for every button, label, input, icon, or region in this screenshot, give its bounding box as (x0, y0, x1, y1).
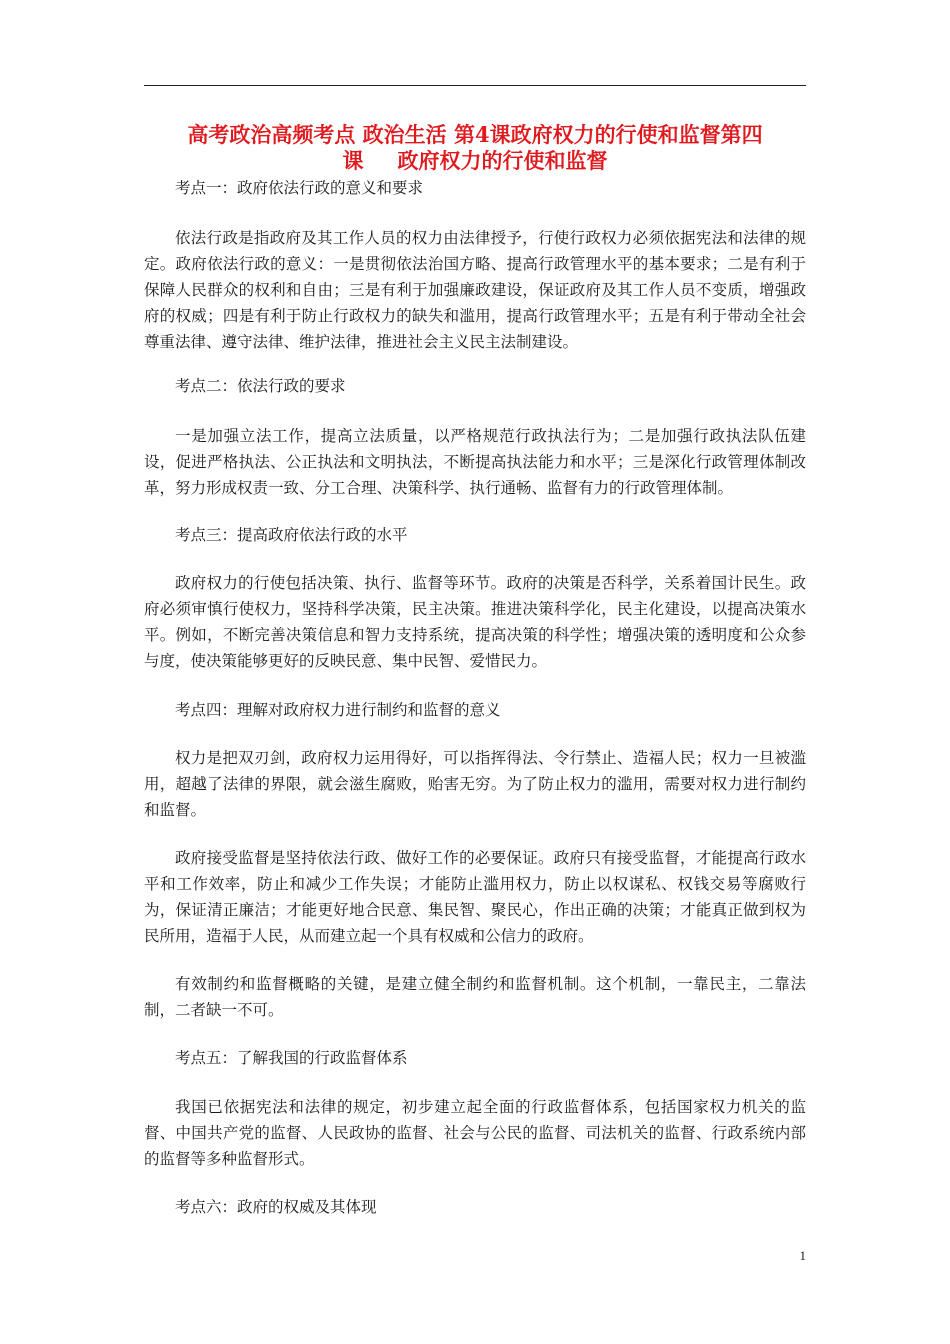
title-line-2-part-b: 政府权力的行使和监督 (397, 148, 608, 173)
title-line-2 (144, 148, 806, 174)
section-heading-5: 考点五：了解我国的行政监督体系 (175, 1049, 408, 1067)
document-title (144, 122, 806, 174)
section-4-paragraph-3: 有效制约和监督概略的关键，是建立健全制约和监督机制。这个机制，一靠民主，二靠法制，二者缺一不可。 (144, 975, 806, 1019)
section-5-paragraph-1: 我国已依据宪法和法律的规定，初步建立起全面的行政监督体系，包括国家权力机关的监督、中国共产党的监督、人民政协的监督、社会与公民的监督、司法机关的监督、行政系统内部的监督等多种监督形式。 (144, 1098, 806, 1168)
title-line-1: 高考政治高频考点 政治生活 第4课政府权力的行使和监督第四 (187, 122, 763, 147)
section-4-paragraph-1: 权力是把双刃剑，政府权力运用得好，可以指挥得法、令行禁止、造福人民；权力一旦被滥用，超越了法律的界限，就会滋生腐败，贻害无穷。为了防止权力的滥用，需要对权力进行制约和监督。 (144, 749, 806, 819)
section-heading-2: 考点二：依法行政的要求 (175, 377, 346, 395)
section-4-paragraph-2: 政府接受监督是坚持依法行政、做好工作的必要保证。政府只有接受监督，才能提高行政水平和工作效率，防止和减少工作失误；才能防止滥用权力，防止以权谋私、权钱交易等腐败行为，保证清正廉洁；才能更好地合民意、集民智、聚民心，作出正确的决策；才能真正做到权为民所用，造福于人民，从而建立起一个具有权威和公信力的政府。 (144, 849, 806, 945)
section-heading-6: 考点六：政府的权威及其体现 (175, 1198, 377, 1216)
section-heading-3: 考点三：提高政府依法行政的水平 (175, 526, 408, 544)
section-heading-4: 考点四：理解对政府权力进行制约和监督的意义 (175, 701, 501, 719)
title-line-2-part-a: 课 (342, 148, 364, 173)
section-3-paragraph-1: 政府权力的行使包括决策、执行、监督等环节。政府的决策是否科学，关系着国计民生。政府必须审慎行使权力，坚持科学决策，民主决策。推进决策科学化，民主化建设，以提高决策水平。例如，不断完善决策信息和智力支持系统，提高决策的科学性；增强决策的透明度和公众参与度，使决策能够更好的反映民意、集中民智、爱惜民力。 (144, 574, 806, 670)
page-number: 1 (799, 1248, 806, 1263)
header-rule (144, 85, 806, 86)
section-1-paragraph-1: 依法行政是指政府及其工作人员的权力由法律授予，行使行政权力必须依据宪法和法律的规定。政府依法行政的意义：一是贯彻依法治国方略、提高行政管理水平的基本要求；二是有利于保障人民群众的权利和自由；三是有利于加强廉政建设，保证政府及其工作人员不变质，增强政府的权威；四是有利于防止行政权力的缺失和滥用，提高行政管理水平；五是有利于带动全社会尊重法律、遵守法律、维护法律，推进社会主义民主法制建设。 (144, 229, 806, 351)
section-heading-1: 考点一：政府依法行政的意义和要求 (175, 179, 424, 197)
section-2-paragraph-1: 一是加强立法工作，提高立法质量，以严格规范行政执法行为；二是加强行政执法队伍建设，促进严格执法、公正执法和文明执法，不断提高执法能力和水平；三是深化行政管理体制改革，努力形成权责一致、分工合理、决策科学、执行通畅、监督有力的行政管理体制。 (144, 427, 806, 497)
